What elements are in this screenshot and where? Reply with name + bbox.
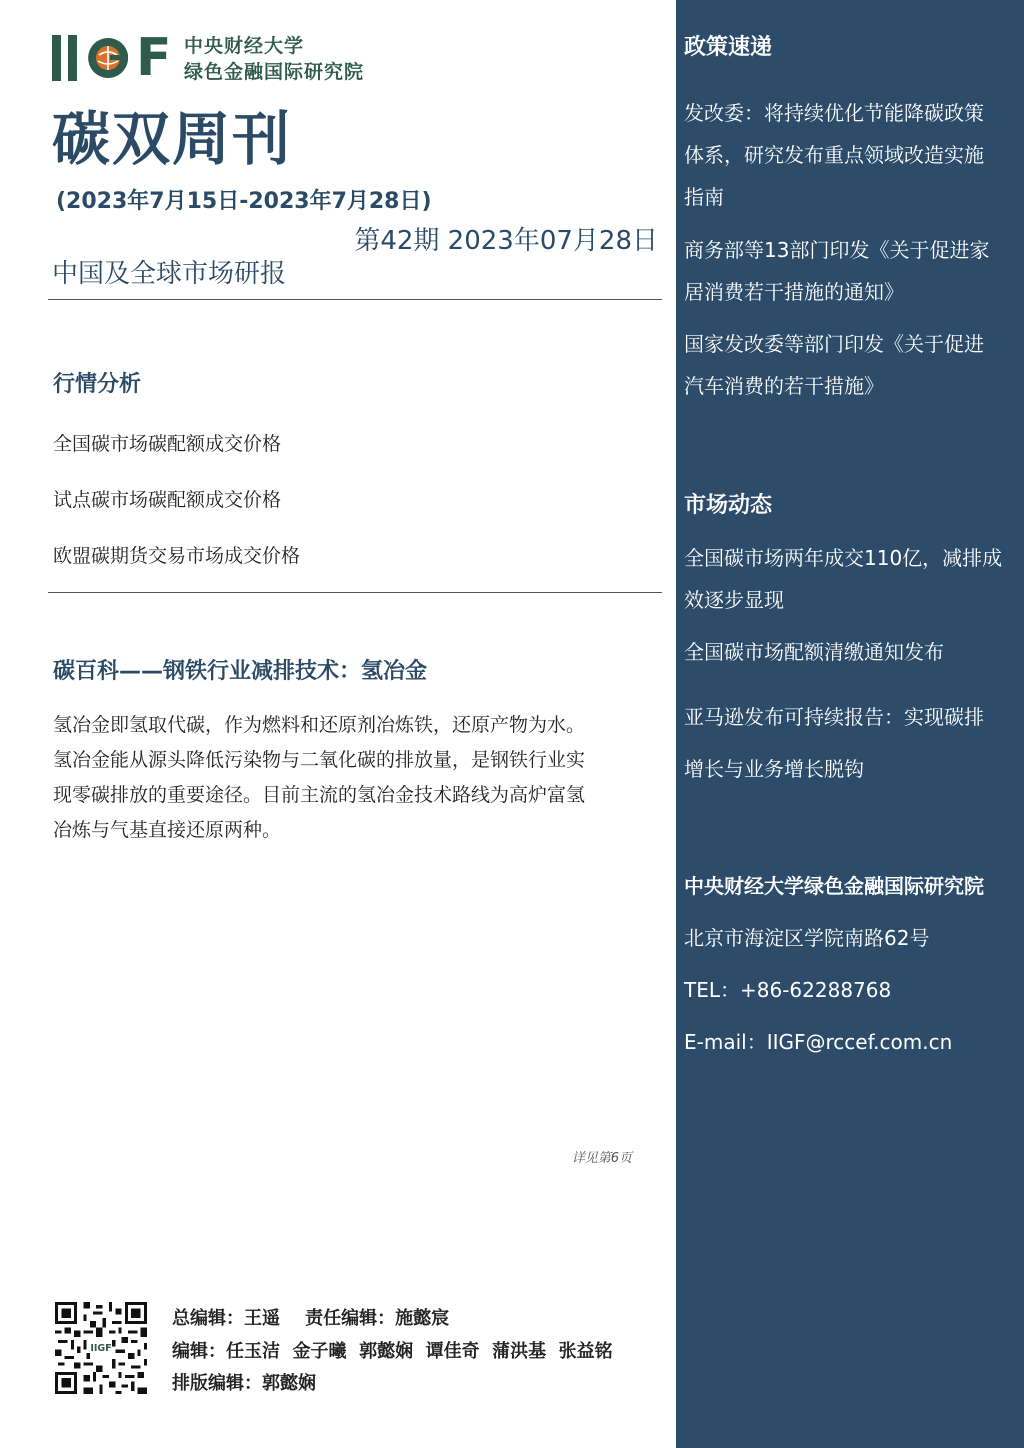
divider-top xyxy=(48,299,662,300)
policy-item[interactable] xyxy=(684,323,1014,407)
policy-item[interactable] xyxy=(684,229,1014,313)
policy-heading: 政策速递 xyxy=(684,35,773,60)
market-news-item[interactable] xyxy=(684,696,1014,790)
logo-letter-f: F xyxy=(136,28,172,88)
iigf-globe-icon xyxy=(86,35,130,81)
market-news-item[interactable] xyxy=(684,537,1014,621)
paragraph-line: 氢冶金能从源头降低污染物与二氧化碳的排放量，是钢铁行业实 xyxy=(53,749,586,771)
encyclopedia-heading: 碳百科——钢铁行业减排技术：氢冶金 xyxy=(53,659,428,684)
org-name-line1: 中央财经大学 xyxy=(184,35,305,57)
contact-address: 北京市海淀区学院南路62号 xyxy=(684,926,930,950)
chief-editor-credit: 总编辑：王遥 责任编辑：施懿宸 xyxy=(172,1308,450,1329)
publication-title: 碳双周刊 xyxy=(52,105,293,173)
paragraph-line: 现零碳排放的重要途径。目前主流的氢冶金技术路线为高炉富氢 xyxy=(53,784,586,806)
subtitle: 中国及全球市场研报 xyxy=(52,259,287,289)
layout-editor-credit: 排版编辑：郭懿娴 xyxy=(172,1373,316,1394)
encyclopedia-paragraph xyxy=(53,708,643,848)
iigf-logo xyxy=(52,28,172,88)
logo-bar-1 xyxy=(52,35,61,81)
svg-text:IIGF: IIGF xyxy=(90,1343,112,1355)
see-more-link[interactable]: 详见第6页 xyxy=(571,1151,632,1166)
policy-item-line: 发改委：将持续优化节能降碳政策 xyxy=(684,101,984,125)
date-range: (2023年7月15日-2023年7月28日) xyxy=(56,189,432,214)
policy-item-line: 国家发改委等部门印发《关于促进 xyxy=(684,332,984,356)
contact-tel: TEL：+86-62288768 xyxy=(684,978,892,1002)
issue-number-date: 第42期 2023年07月28日 xyxy=(354,226,658,256)
market-news-line: 全国碳市场配额清缴通知发布 xyxy=(684,640,944,664)
market-analysis-item[interactable]: 欧盟碳期货交易市场成交价格 xyxy=(53,545,301,567)
market-analysis-item[interactable]: 全国碳市场碳配额成交价格 xyxy=(53,433,282,455)
policy-item-line: 体系，研究发布重点领域改造实施 xyxy=(684,143,984,167)
paragraph-line: 冶炼与气基直接还原两种。 xyxy=(53,819,282,841)
market-news-line: 亚马逊发布可持续报告：实现碳排 xyxy=(684,705,984,729)
market-news-line: 效逐步显现 xyxy=(684,588,784,612)
market-news-item[interactable] xyxy=(684,631,1014,673)
divider-middle xyxy=(48,592,662,593)
org-name xyxy=(184,33,364,85)
market-analysis-heading: 行情分析 xyxy=(53,372,142,397)
policy-item-line: 指南 xyxy=(684,185,724,209)
org-name-line2: 绿色金融国际研究院 xyxy=(184,61,365,83)
editors-credit: 编辑：任玉洁 金子曦 郭懿娴 谭佳奇 蒲洪基 张益铭 xyxy=(172,1341,613,1362)
market-news-line: 全国碳市场两年成交110亿，减排成 xyxy=(684,546,1003,570)
logo-bar-2 xyxy=(68,35,77,81)
contact-email[interactable]: E-mail：IIGF@rccef.com.cn xyxy=(684,1030,953,1054)
contact-org: 中央财经大学绿色金融国际研究院 xyxy=(684,874,984,898)
market-news-heading: 市场动态 xyxy=(684,493,773,518)
policy-item-line: 商务部等13部门印发《关于促进家 xyxy=(684,238,990,262)
policy-item-line: 汽车消费的若干措施》 xyxy=(684,374,884,398)
policy-item-line: 居消费若干措施的通知》 xyxy=(684,280,904,304)
market-news-line: 增长与业务增长脱钩 xyxy=(684,757,864,781)
paragraph-line: 氢冶金即氢取代碳，作为燃料和还原剂冶炼铁，还原产物为水。 xyxy=(53,714,586,736)
policy-item[interactable] xyxy=(684,92,1014,218)
market-analysis-item[interactable]: 试点碳市场碳配额成交价格 xyxy=(53,489,282,511)
qr-code-icon xyxy=(54,1302,148,1394)
